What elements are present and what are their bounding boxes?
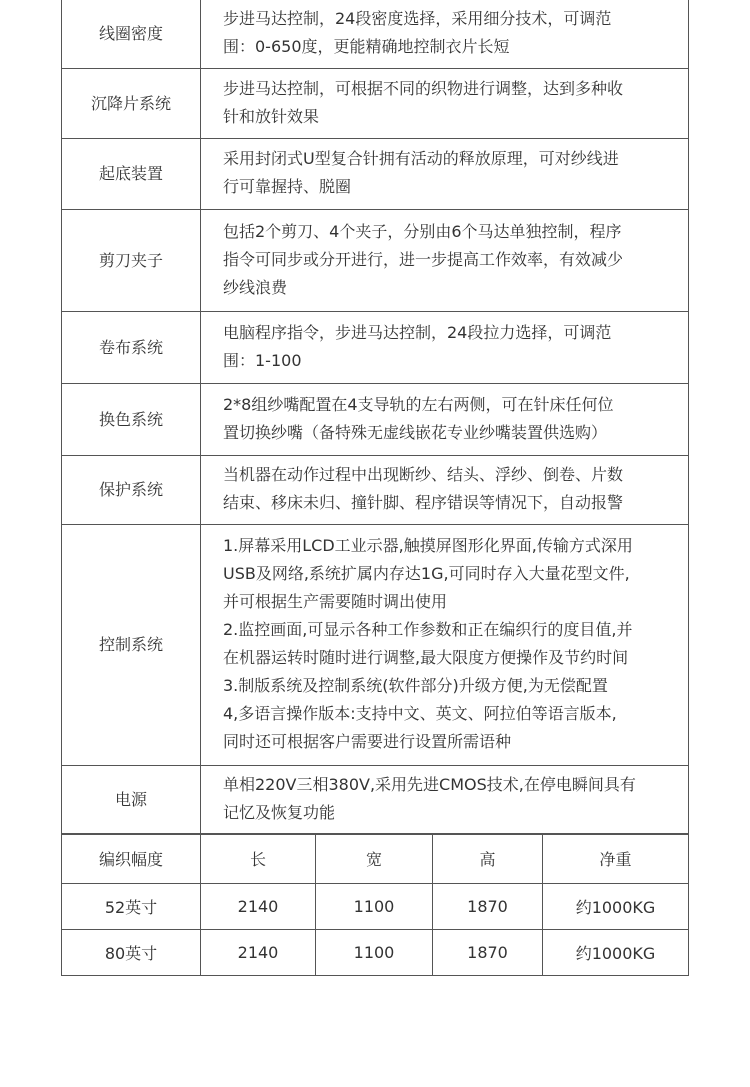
spec-row-sinker-system [62, 69, 689, 139]
spec-row-color-change [62, 384, 689, 456]
spec-desc: 步进马达控制，24段密度选择，采用细分技术，可调范 围：0-650度，更能精确地控制衣片长短 [201, 0, 689, 69]
dimensions-header-row [62, 834, 689, 884]
cell-size: 52英寸 [62, 884, 201, 930]
spec-label: 剪刀夹子 [62, 210, 201, 312]
spec-desc: 当机器在动作过程中出现断纱、结头、浮纱、倒卷、片数 结束、移床未归、撞针脚、程序错误等情况下，自动报警 [201, 456, 689, 525]
cell-height: 1870 [433, 930, 543, 976]
table-row [62, 930, 689, 976]
spec-desc: 步进马达控制，可根据不同的织物进行调整，达到多种收 针和放针效果 [201, 69, 689, 139]
spec-row-scissors-clamps [62, 210, 689, 312]
cell-length: 2140 [201, 884, 316, 930]
spec-row-takedown-system [62, 312, 689, 384]
cell-size: 80英寸 [62, 930, 201, 976]
dimensions-table [61, 833, 689, 976]
spec-label: 起底装置 [62, 139, 201, 210]
spec-label: 保护系统 [62, 456, 201, 525]
spec-label: 卷布系统 [62, 312, 201, 384]
cell-width: 1100 [316, 884, 433, 930]
spec-desc: 采用封闭式U型复合针拥有活动的释放原理，可对纱线进 行可靠握持、脱圈 [201, 139, 689, 210]
spec-desc: 1.屏幕采用LCD工业示器,触摸屏图形化界面,传输方式深用 USB及网络,系统扩属内存达1G,可同时存入大量花型文件, 并可根据生产需要随时调出使用 2.监控画面,可显示各种工作参数和正在编织行的度目值,并 在机器运转时随时进行调整,最大限度方便操作及节约时间 3.制版系统及控制系统(软件部分)升级方便,为无偿配置 4,多语言操作版本:支持中文、英文、阿拉伯等语言版本, 同时还可根据客户需要进行设置所需语种 [201, 525, 689, 766]
cell-length: 2140 [201, 930, 316, 976]
spec-desc: 包括2个剪刀、4个夹子，分别由6个马达单独控制，程序 指令可同步或分开进行，进一步提高工作效率，有效减少 纱线浪费 [201, 210, 689, 312]
header-height: 高 [433, 834, 543, 884]
spec-row-cast-on-device [62, 139, 689, 210]
cell-width: 1100 [316, 930, 433, 976]
spec-row-power [62, 766, 689, 835]
spec-desc: 单相220V三相380V,采用先进CMOS技术,在停电瞬间具有 记忆及恢复功能 [201, 766, 689, 835]
spec-label: 电源 [62, 766, 201, 835]
cell-weight: 约1000KG [543, 884, 689, 930]
header-length: 长 [201, 834, 316, 884]
spec-label: 换色系统 [62, 384, 201, 456]
spec-desc: 2*8组纱嘴配置在4支导轨的左右两侧，可在针床任何位 置切换纱嘴（备特殊无虚线嵌花专业纱嘴装置供选购） [201, 384, 689, 456]
header-width: 宽 [316, 834, 433, 884]
spec-row-control-system [62, 525, 689, 766]
spec-label: 控制系统 [62, 525, 201, 766]
spec-row-stitch-density [62, 0, 689, 69]
spec-label: 线圈密度 [62, 0, 201, 69]
header-net-weight: 净重 [543, 834, 689, 884]
spec-desc: 电脑程序指令，步进马达控制，24段拉力选择，可调范 围：1-100 [201, 312, 689, 384]
spec-row-protection [62, 456, 689, 525]
cell-height: 1870 [433, 884, 543, 930]
spec-table [61, 0, 689, 835]
header-knitting-width: 编织幅度 [62, 834, 201, 884]
spec-label: 沉降片系统 [62, 69, 201, 139]
table-row [62, 884, 689, 930]
cell-weight: 约1000KG [543, 930, 689, 976]
